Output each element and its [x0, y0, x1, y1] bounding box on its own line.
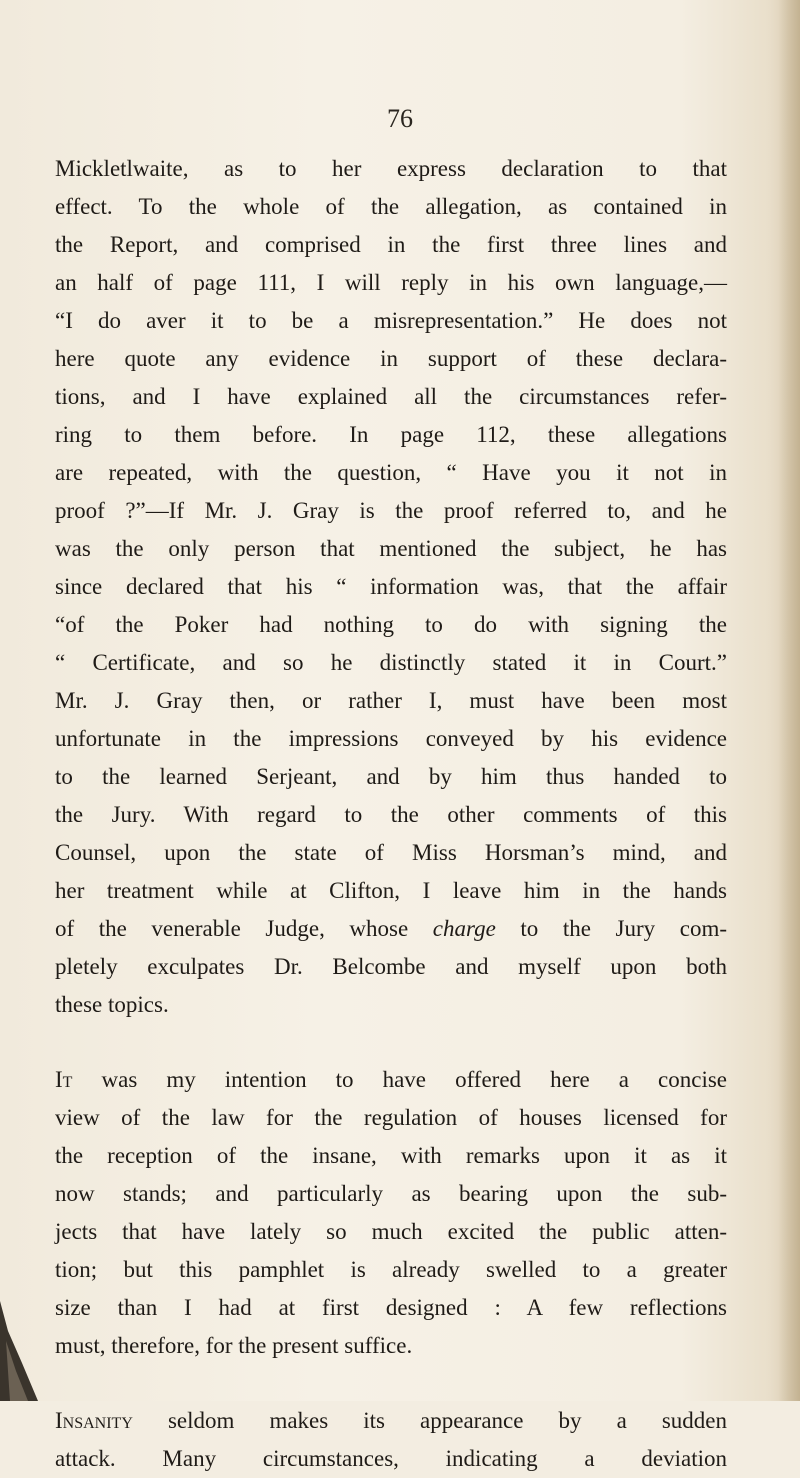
text-line: now stands; and particularly as bearing upon the sub- — [55, 1181, 727, 1206]
text-line — [55, 910, 727, 948]
text-line: “ Certificate, and so he distinctly stated it in Court.” — [55, 650, 727, 675]
text-run: was my intention to have offered here a concise — [72, 1067, 727, 1092]
text-line: the reception of the insane, with remarks upon it as it — [55, 1143, 727, 1168]
text-line: since declared that his “ information was, that the affair — [55, 574, 727, 599]
text-line: view of the law for the regulation of houses licensed for — [55, 1105, 727, 1130]
text-line: the Report, and comprised in the first three lines and — [55, 232, 727, 257]
text-line — [55, 1402, 727, 1440]
page-number: 76 — [387, 104, 413, 133]
text-line: size than I had at first designed : A few reflections — [55, 1295, 727, 1320]
italic-word: charge — [432, 916, 496, 941]
small-caps-opening: It — [55, 1067, 73, 1092]
text-line: unfortunate in the impressions conveyed by his evidence — [55, 726, 727, 751]
text-line: Counsel, upon the state of Miss Horsman’s mind, and — [55, 840, 727, 865]
text-line: ring to them before. In page 112, these allegations — [55, 422, 727, 447]
text-line: effect. To the whole of the allegation, as contained in — [55, 194, 727, 219]
paragraph-1 — [55, 150, 727, 1024]
text-line: these topics. — [55, 992, 169, 1017]
paragraph-3 — [55, 1402, 727, 1478]
text-run: seldom makes its appearance by a sudden — [132, 1408, 727, 1433]
text-line: pletely exculpates Dr. Belcombe and myself upon both — [55, 954, 727, 979]
paragraph-gap — [55, 1024, 727, 1061]
text-line: was the only person that mentioned the subject, he has — [55, 536, 727, 561]
text-line: Mickletlwaite, as to her express declaration to that — [55, 156, 727, 181]
text-line: attack. Many circumstances, indicating a deviation — [55, 1446, 727, 1471]
text-line: must, therefore, for the present suffice. — [55, 1333, 413, 1358]
text-line: the Jury. With regard to the other comments of this — [55, 802, 727, 827]
text-line: jects that have lately so much excited the public atten- — [55, 1219, 727, 1244]
text-line: “of the Poker had nothing to do with signing the — [55, 612, 727, 637]
page-edge-shadow — [778, 0, 800, 1401]
text-line: her treatment while at Clifton, I leave him in the hands — [55, 878, 727, 903]
text-run: to the Jury com- — [495, 916, 727, 941]
page-corner-mark — [0, 1301, 48, 1401]
text-line: tion; but this pamphlet is already swelled to a greater — [55, 1257, 727, 1282]
text-line: an half of page 111, I will reply in his own language,— — [55, 270, 727, 295]
text-line: to the learned Serjeant, and by him thus handed to — [55, 764, 727, 789]
text-line: here quote any evidence in support of these declara- — [55, 346, 727, 371]
text-line: are repeated, with the question, “ Have you it not in — [55, 460, 727, 485]
paragraph-gap — [55, 1365, 727, 1402]
body-text — [55, 150, 727, 1478]
text-line: tions, and I have explained all the circumstances refer- — [55, 384, 727, 409]
small-caps-opening: Insanity — [55, 1408, 133, 1433]
text-line: “I do aver it to be a misrepresentation.” He does not — [55, 308, 727, 333]
text-line — [55, 1061, 727, 1099]
text-line: Mr. J. Gray then, or rather I, must have been most — [55, 688, 727, 713]
text-line: proof ?”—If Mr. J. Gray is the proof referred to, and he — [55, 498, 727, 523]
text-run: of the venerable Judge, whose — [55, 916, 433, 941]
paragraph-2 — [55, 1061, 727, 1365]
